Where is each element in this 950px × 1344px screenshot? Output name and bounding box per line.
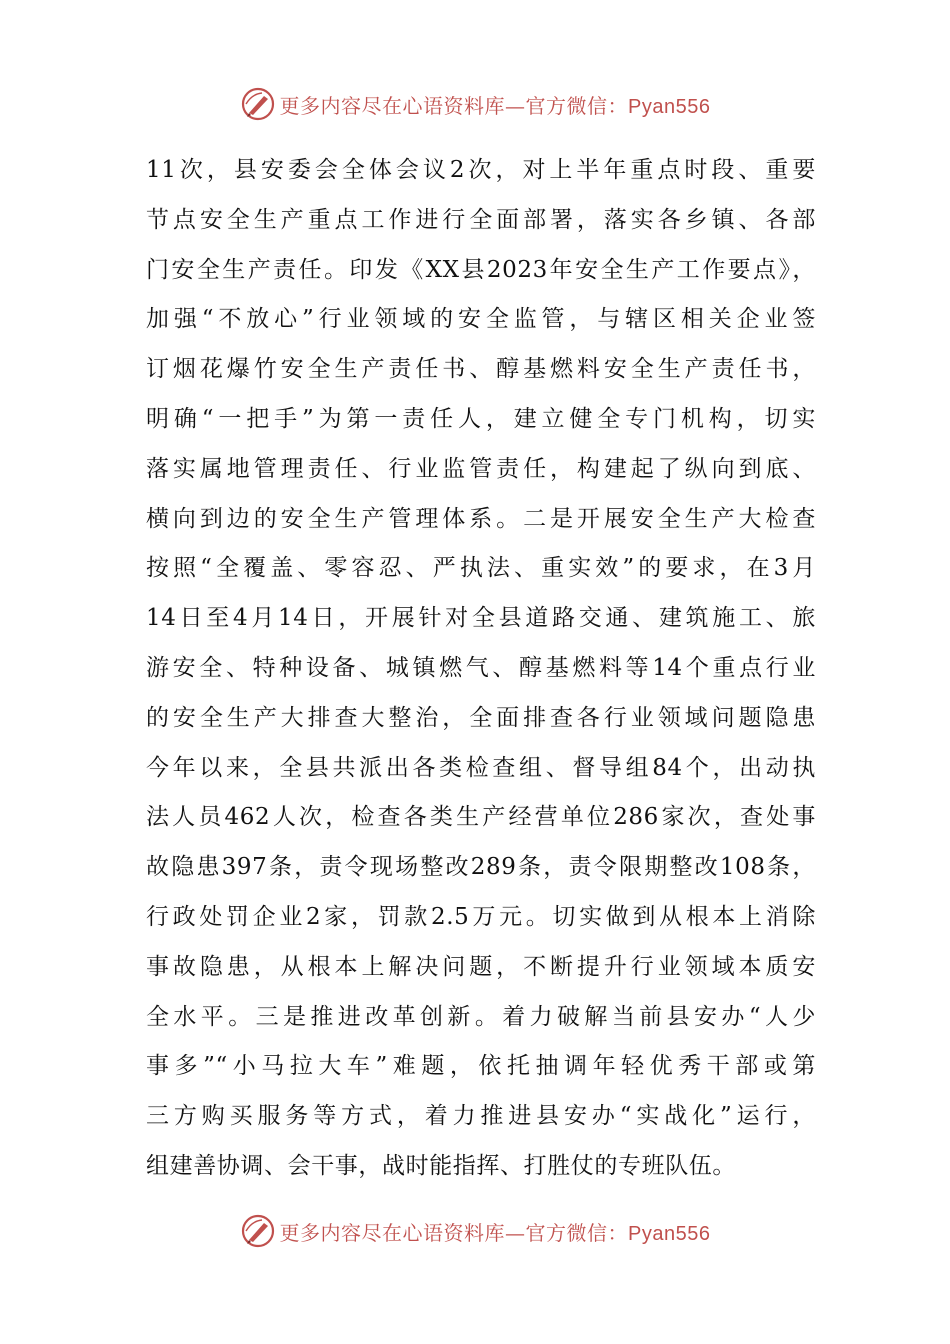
text-line: 法人员462人次，检查各类生产经营单位286家次，查处事 — [146, 804, 816, 831]
text-line: 按照“全覆盖、零容忍、严执法、重实效”的要求，在3月 — [146, 555, 816, 582]
text-line: 事多”“小马拉大车”难题，依托抽调年轻优秀干部或第 — [146, 1053, 816, 1080]
text-line: 的安全生产大排查大整治，全面排查各行业领域问题隐患 — [146, 704, 816, 731]
text-line: 加强“不放心”行业领域的安全监管，与辖区相关企业签 — [146, 306, 816, 333]
footer-banner — [0, 1209, 950, 1253]
document-body — [146, 146, 816, 1192]
banner-text: 更多内容尽在心语资料库—官方微信：Pyan556 — [279, 93, 711, 118]
text-line: 订烟花爆竹安全生产责任书、醇基燃料安全生产责任书， — [146, 356, 816, 383]
pen-logo-icon — [240, 86, 276, 122]
text-line: 游安全、特种设备、城镇燃气、醇基燃料等14个重点行业 — [146, 654, 816, 681]
text-line: 明确“一把手”为第一责任人，建立健全专门机构，切实 — [146, 405, 816, 432]
text-line: 横向到边的安全生产管理体系。二是开展安全生产大检查 — [146, 505, 816, 532]
text-line: 故隐患397条，责令现场整改289条，责令限期整改108条， — [146, 854, 816, 881]
text-line: 三方购买服务等方式，着力推进县安办“实战化”运行， — [146, 1103, 816, 1130]
text-line: 14日至4月14日，开展针对全县道路交通、建筑施工、旅 — [146, 605, 816, 632]
text-line: 节点安全生产重点工作进行全面部署，落实各乡镇、各部 — [146, 206, 816, 233]
text-line: 落实属地管理责任、行业监管责任，构建起了纵向到底、 — [146, 455, 816, 482]
wechat-handle: Pyan556 — [628, 95, 711, 118]
text-line: 今年以来，全县共派出各类检查组、督导组84个，出动执 — [146, 754, 816, 781]
text-line: 事故隐患，从根本上解决问题，不断提升行业领域本质安 — [146, 953, 816, 980]
banner-text: 更多内容尽在心语资料库—官方微信：Pyan556 — [279, 1220, 711, 1245]
text-line: 门安全生产责任。印发《XX县2023年安全生产工作要点》， — [146, 256, 816, 283]
text-line: 11次，县安委会全体会议2次，对上半年重点时段、重要 — [146, 157, 816, 183]
pen-logo-icon — [240, 1213, 276, 1249]
text-line: 全水平。三是推进改革创新。着力破解当前县安办“人少 — [146, 1003, 816, 1030]
wechat-handle: Pyan556 — [628, 1222, 711, 1245]
text-line: 行政处罚企业2家，罚款2.5万元。切实做到从根本上消除 — [146, 903, 816, 930]
header-banner — [0, 82, 950, 126]
text-line: 组建善协调、会干事，战时能指挥、打胜仗的专班队伍。 — [146, 1152, 736, 1179]
